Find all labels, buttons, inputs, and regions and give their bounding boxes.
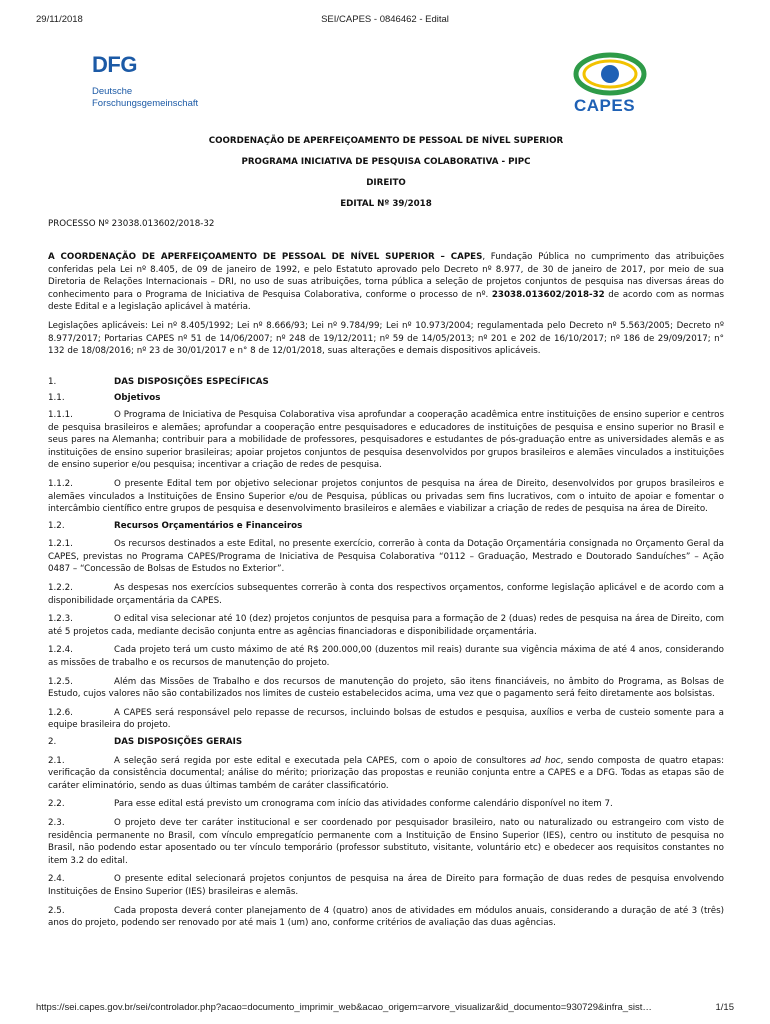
item-2-1 [48, 755, 724, 793]
item-text: O projeto deve ter caráter institucional e ser coordenado por pesquisador brasileiro, nato ou naturalizado ou estrangeiro com visto de residência permanente no Brasil, com vínculo empregatício permanente com a Instituição de Ensino Superior (IES), centro ou instituto de pesquisa no Brasil, não podendo estar aposentado ou ter vínculo temporário (professor substituto, visitante, voluntário etc) e obedecer aos requisitos constantes no item 3.2 do edital. [48, 817, 724, 866]
item-1-2-1 [48, 538, 724, 576]
print-date: 29/11/2018 [36, 14, 83, 25]
item-text-b: , sendo composta de quatro etapas: verificação da consistência documental; análise do mérito; priorização das propostas e reunião conjunta entre a CAPES e a DFG. Todas as etapas são de caráter eliminatório, sendo as duas últimas também de caráter classificatório. [48, 755, 725, 791]
item-text: As despesas nos exercícios subsequentes correrão à conta dos respectivos orçamentos, conforme legislação aplicável e de acordo com a disponibilidade orçamentária da CAPES. [48, 583, 724, 606]
item-text: O Programa de Iniciativa de Pesquisa Colaborativa visa aprofundar a cooperação acadêmica entre instituições de ensino superior e centros de pesquisa brasileiros e alemães; aprofundar a cooperação entre pesquisadores e educadores de instituições de pesquisa e ensino superior no Brasil e seus pares na Alemanha; contribuir para a mobilidade de professores, pesquisadores e estudantes de pós-graduação entre as universidades alemãs e as instituições de ensino superior brasileiras; apoiar projetos conjuntos de pesquisa desenvolvidos por grupos brasileiros e alemães vinculados a instituições de ensino superior e/ou pesquisa; incentivar a criação de redes de pesquisa. [48, 409, 724, 471]
edital-document [48, 136, 724, 930]
item-text: A CAPES será responsável pelo repasse de recursos, incluindo bolsas de estudos e pesquisa, auxílios e verba de custeio somente para a equipe brasileira do projeto. [48, 707, 724, 731]
section-1-2-heading [48, 520, 724, 533]
item-text: Para esse edital está previsto um cronograma com início das atividades conforme calendário disponível no item 7. [114, 799, 613, 810]
item-text: Os recursos destinados a este Edital, no presente exercício, correrão à conta da Dotação Orçamentária consignada no Orçamento Geral da CAPES, previstas no Programa CAPES/Programa de Iniciativa de Pesquisa Colaborativa “0112 – Graduação, Mestrado e Doutorado Sanduíches” – Ação 0487 – “Concessão de Bolsas de Estudos no Exterior”. [48, 539, 724, 575]
item-number: 1.1.1. [48, 409, 73, 420]
dfg-logo [92, 54, 252, 112]
item-number: 1.2.1. [48, 539, 73, 550]
capes-logo-text: CAPES [574, 96, 636, 115]
section-number: 2. [48, 737, 57, 747]
intro-bold-lead: A COORDENAÇÃO DE APERFEIÇOAMENTO DE PESSOAL DE NÍVEL SUPERIOR – CAPES [48, 252, 483, 262]
print-page-number: 1/15 [715, 1002, 734, 1013]
dfg-logo-line1: Deutsche [92, 86, 133, 97]
section-number: 1.1. [48, 393, 65, 404]
processo-number: PROCESSO Nº 23038.013602/2018-32 [48, 219, 215, 229]
item-italic: ad hoc [530, 755, 561, 766]
legislacao-paragraph: Legislações aplicáveis: Lei nº 8.405/1992; Lei nº 8.666/93; Lei nº 9.784/99; Lei nº 10.973/2004; regulamentada pelo Decreto nº 5.563/2005; Decreto nº 8.977/2017; Portarias CAPES nº 51 de 14/06/2007; nº 248 de 19/12/2011; nº 59 de 14/05/2013; nº 201 e 202 de 16/10/2017; nº 186 de 29/09/2017; n° 132 de 18/08/2016; nº 23 de 30/01/2017 e n° 8 de 12/01/2018, suas alterações e demais dispositivos aplicáveis. [48, 320, 724, 357]
intro-text-a: , Fundação Pública no cumprimento das atribuições conferidas pela Lei nº 8.405, de 09 de janeiro de 1992, e pelo Estatuto aprovado pelo Decreto nº 8.977, de 30 de janeiro de 2017, por meio de sua Diretoria de Relações Internacionais – DRI, no uso de suas atribuições, torna pública a seleção de projetos conjuntos de pesquisa nas diversas áreas do conhecimento para o Programa de Iniciativa de Pesquisa Colaborativa, conforme o processo de nº. [48, 252, 724, 300]
item-text: Cada projeto terá um custo máximo de até R$ 200.000,00 (duzentos mil reais) durante sua vigência máxima de até 4 anos, considerando as missões de trabalho e os recursos de manutenção do projeto. [48, 645, 724, 669]
print-footer [36, 1002, 734, 1016]
item-2-4 [48, 873, 724, 898]
print-url: https://sei.capes.gov.br/sei/controlador.php?acao=documento_imprimir_web&acao_origem=arvore_visualizar&id_documento=930729&infra_sist… [36, 1002, 652, 1013]
item-number: 2.3. [48, 817, 65, 828]
heading-line-2: PROGRAMA INICIATIVA DE PESQUISA COLABORATIVA - PIPC [241, 157, 531, 167]
item-number: 2.5. [48, 905, 65, 916]
section-2-heading [48, 736, 724, 749]
print-header [36, 14, 734, 28]
item-text: O presente Edital tem por objetivo selecionar projetos conjuntos de pesquisa na área de Direito, desenvolvidos por grupos brasileiros e alemães vinculados a Instituições de Ensino Superior e/ou de Pesquisa, públicas ou privadas sem fins lucrativos, com o intuito de apoiar e fomentar o intercâmbio científico entre grupos de pesquisa e desenvolvimento brasileiros e alemães e viabilizar a criação de redes de pesquisa na área de Direito. [48, 478, 724, 515]
heading-line-3: DIREITO [366, 178, 406, 188]
item-1-1-2 [48, 478, 724, 516]
item-text: O edital visa selecionar até 10 (dez) projetos conjuntos de pesquisa para a formação de 2 (duas) redes de pesquisa na área de Direito, com até 5 projetos cada, mediante decisão conjunta entre as agências financiadoras e disponibilidade orçamentária. [48, 614, 724, 637]
section-1-heading [48, 376, 724, 389]
item-text: Cada proposta deverá conter planejamento de 4 (quatro) anos de atividades em módulos anuais, considerando a duração de até 3 (três) anos do projeto, podendo ser renovado por até mais 1 (um) ano, conforme critérios de avaliação das duas agências. [48, 905, 724, 929]
item-2-5 [48, 905, 724, 930]
section-label: Objetivos [114, 393, 161, 404]
item-number: 2.4. [48, 874, 65, 885]
item-2-3 [48, 817, 724, 867]
section-label: DAS DISPOSIÇÕES GERAIS [114, 737, 243, 747]
item-number: 1.1.2. [48, 478, 73, 489]
capes-emblem-icon [570, 52, 650, 96]
section-number: 1. [48, 376, 57, 387]
heading-line-1: COORDENAÇÃO DE APERFEIÇOAMENTO DE PESSOAL DE NÍVEL SUPERIOR [208, 136, 564, 146]
item-1-2-6 [48, 707, 724, 732]
intro-text-b: de acordo com as normas deste Edital e a legislação aplicável à matéria. [48, 289, 724, 313]
section-1-1-heading [48, 392, 724, 405]
item-1-2-3 [48, 613, 724, 638]
item-number: 1.2.4. [48, 645, 73, 656]
section-number: 1.2. [48, 520, 65, 531]
item-text-a: A seleção será regida por este edital e executada pela CAPES, com o apoio de consultores [114, 755, 531, 766]
print-title: SEI/CAPES - 0846462 - Edital [321, 14, 449, 25]
dfg-logo-letters: DFG [92, 52, 137, 77]
item-number: 1.2.3. [48, 614, 73, 625]
item-text: O presente edital selecionará projetos conjuntos de pesquisa na área de Direito para formação de duas redes de pesquisa envolvendo Instituições de Ensino Superior (IES) brasileiras e alemãs. [48, 874, 724, 897]
heading-line-4: EDITAL Nº 39/2018 [340, 199, 432, 209]
item-1-2-5 [48, 676, 724, 701]
intro-process-bold: 23038.013602/2018-32 [491, 289, 605, 300]
item-number: 1.2.2. [48, 583, 73, 594]
item-1-2-2 [48, 582, 724, 607]
section-label: DAS DISPOSIÇÕES ESPECÍFICAS [114, 376, 269, 387]
item-number: 2.2. [48, 799, 65, 810]
item-number: 2.1. [48, 755, 65, 766]
capes-logo [568, 52, 658, 122]
intro-paragraph [48, 251, 724, 314]
item-number: 1.2.6. [48, 707, 73, 718]
item-1-1-1 [48, 409, 724, 472]
section-label: Recursos Orçamentários e Financeiros [114, 520, 303, 531]
item-number: 1.2.5. [48, 676, 73, 687]
dfg-logo-line2: Forschungsgemeinschaft [92, 98, 199, 109]
item-2-2 [48, 798, 724, 811]
item-1-2-4 [48, 644, 724, 669]
item-text: Além das Missões de Trabalho e dos recursos de manutenção do projeto, são itens financiáveis, no âmbito do Programa, as Bolsas de Estudo, cujos valores não são contabilizados nos limites de custeio estabelecidos acima, uma vez que o pagamento será feito diretamente aos bolsistas. [48, 676, 724, 700]
